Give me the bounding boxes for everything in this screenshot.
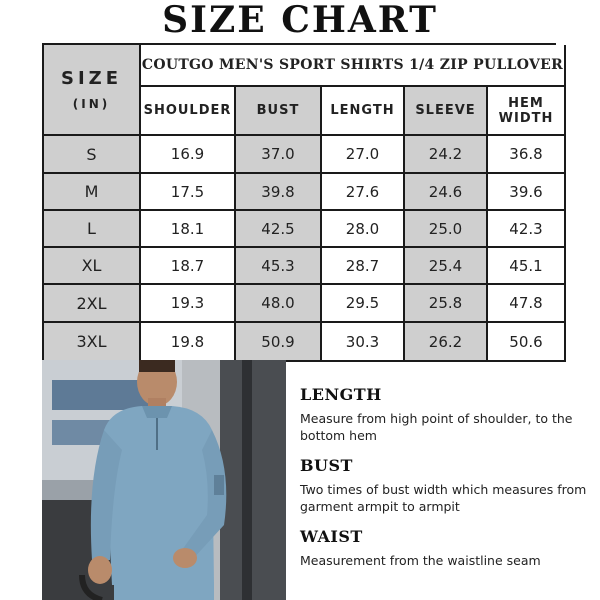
row-size-label: S	[44, 136, 141, 174]
table-cell: 25.0	[405, 211, 488, 248]
table-cell: 50.9	[236, 323, 322, 362]
row-size-label: L	[44, 211, 141, 248]
size-corner-header	[44, 45, 141, 136]
table-cell: 45.1	[488, 248, 566, 285]
table-cell: 24.2	[405, 136, 488, 174]
table-cell: 18.7	[141, 248, 236, 285]
table-cell: 45.3	[236, 248, 322, 285]
row-size-label: M	[44, 174, 141, 211]
table-cell: 17.5	[141, 174, 236, 211]
measure-heading: LENGTH	[300, 385, 382, 404]
col-header-sleeve: SLEEVE	[405, 87, 488, 136]
table-cell: 50.6	[488, 323, 566, 362]
product-name: COUTGO MEN'S SPORT SHIRTS 1/4 ZIP PULLOVER	[141, 45, 566, 87]
table-cell: 39.6	[488, 174, 566, 211]
measure-text: Two times of bust width which measures from garment armpit to armpit	[300, 482, 587, 514]
model-photo	[42, 360, 286, 600]
table-cell: 27.6	[322, 174, 405, 211]
table-cell: 39.8	[236, 174, 322, 211]
table-cell: 18.1	[141, 211, 236, 248]
table-cell: 16.9	[141, 136, 236, 174]
measure-text: Measure from high point of shoulder, to the bottom hem	[300, 411, 573, 443]
row-size-label: 3XL	[44, 323, 141, 362]
col-header-shoulder: SHOULDER	[141, 87, 236, 136]
row-size-label: XL	[44, 248, 141, 285]
table-cell: 42.5	[236, 211, 322, 248]
col-header-hem-width: HEM WIDTH	[488, 87, 566, 136]
row-size-label: 2XL	[44, 285, 141, 323]
table-cell: 28.7	[322, 248, 405, 285]
table-cell: 26.2	[405, 323, 488, 362]
table-cell: 48.0	[236, 285, 322, 323]
measure-text: Measurement from the waistline seam	[300, 553, 541, 568]
table-cell: 25.4	[405, 248, 488, 285]
col-header-length: LENGTH	[322, 87, 405, 136]
table-cell: 25.8	[405, 285, 488, 323]
measure-bust	[300, 456, 590, 515]
table-cell: 19.3	[141, 285, 236, 323]
table-cell: 24.6	[405, 174, 488, 211]
model-illustration	[42, 360, 286, 600]
unit-label: (IN)	[72, 97, 111, 111]
size-table	[42, 43, 564, 360]
table-cell: 28.0	[322, 211, 405, 248]
measure-waist	[300, 527, 590, 569]
table-cell: 30.3	[322, 323, 405, 362]
size-label: SIZE	[60, 68, 122, 89]
measure-heading: WAIST	[300, 527, 363, 546]
page-title: SIZE CHART	[162, 0, 438, 41]
table-cell: 19.8	[141, 323, 236, 362]
table-cell: 29.5	[322, 285, 405, 323]
measure-heading: BUST	[300, 456, 353, 475]
measure-length	[300, 385, 590, 444]
table-cell: 37.0	[236, 136, 322, 174]
table-cell: 42.3	[488, 211, 566, 248]
table-cell: 36.8	[488, 136, 566, 174]
table-cell: 47.8	[488, 285, 566, 323]
col-header-bust: BUST	[236, 87, 322, 136]
table-cell: 27.0	[322, 136, 405, 174]
